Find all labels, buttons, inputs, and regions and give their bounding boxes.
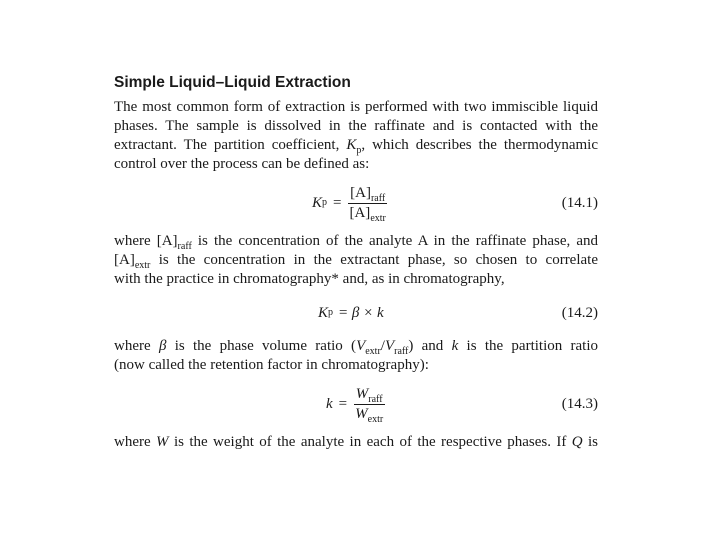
section-title: Simple Liquid–Liquid Extraction <box>114 74 351 91</box>
text-line: (now called the retention factor in chromatography): <box>114 357 429 373</box>
symbol-kp: K <box>346 137 357 153</box>
document-page <box>114 74 598 452</box>
text-line: with the practice in chromatography* and, as in chromatography, <box>114 271 505 287</box>
equation-number: (14.3) <box>561 395 598 412</box>
equation-number: (14.2) <box>561 304 598 321</box>
paragraph-intro <box>114 98 598 174</box>
text-line: extractant. The partition coefficient, $K_p$, which describes the thermodynamic <box>114 137 599 156</box>
text-line: $[A]_{extr}$ is the concentration in the extractant phase, so chosen to correlate <box>114 252 598 271</box>
text-line: The most common form of extraction is performed with two immiscible liquid <box>114 99 598 115</box>
paragraph-weight <box>114 433 598 452</box>
paragraph-definitions <box>114 232 598 289</box>
paragraph-phase-ratio <box>114 337 598 375</box>
equation-14-1: K p = $\frac{[A]_{raff}}{[A]_{extr}}$ (14.1) <box>114 180 598 226</box>
equation-14-3: k = $\frac{W_{raff}}{W_{extr}}$ (14.3) <box>114 381 598 427</box>
text-line: phases. The sample is dissolved in the raffinate and is contacted with the <box>114 118 598 134</box>
equation-number: (14.1) <box>561 194 598 211</box>
equation-14-2: K p = β × k (14.2) <box>114 301 598 325</box>
fraction: $\frac{[A]_{raff}}{[A]_{extr}}$ <box>349 184 386 224</box>
text-line: where $[A]_{raff}$ is the concentration of the analyte A in the raffinate phase, and <box>114 233 599 252</box>
text-line: where W is the weight of the analyte in each of the respective phases. If Q is <box>114 434 599 450</box>
text-line: where β is the phase volume ratio $(V_{extr}/V_{raff})$ and k is the partition ratio <box>114 338 599 357</box>
text-line: control over the process can be defined as: <box>114 156 370 172</box>
fraction: $\frac{W_{raff}}{W_{extr}}$ <box>355 385 384 425</box>
